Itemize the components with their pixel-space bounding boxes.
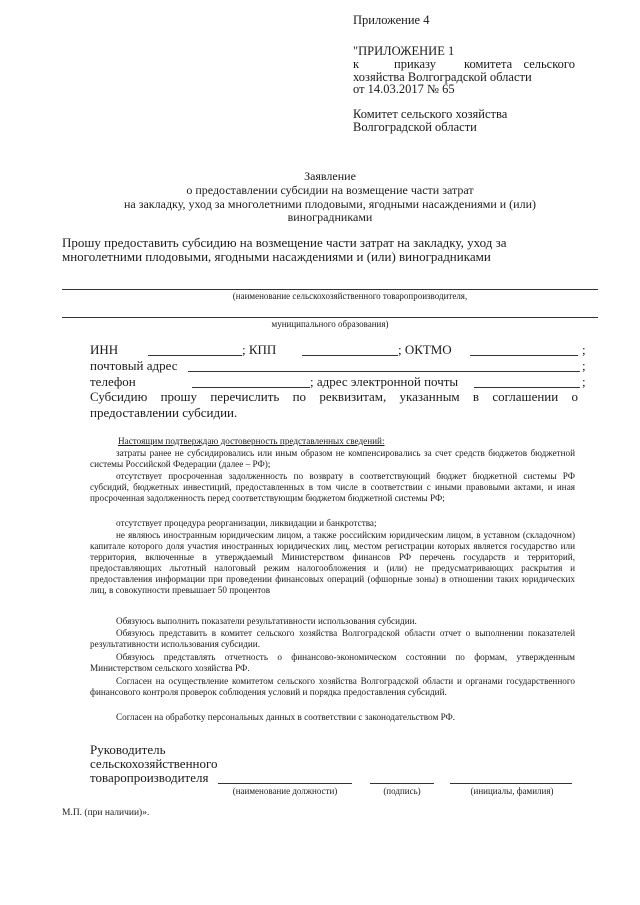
subsidy-line1: Субсидию прошу перечислить по реквизитам, указанным в соглашении о: [90, 389, 578, 404]
statement-8: Согласен на осуществление комитетом сельского хозяйства Волгоградской области и органами государственного финансового контроля проверок соблюдения условий и порядка предоставления субсидий.: [90, 676, 575, 697]
head-line1: Руководитель: [90, 742, 166, 757]
postal-field[interactable]: [188, 370, 580, 372]
oktmo-end: ;: [582, 342, 586, 357]
position-caption: (наименование должности): [232, 786, 338, 796]
email-field[interactable]: [474, 386, 580, 388]
postal-end: ;: [582, 358, 586, 373]
order-line2: хозяйства Волгоградской области: [353, 70, 532, 84]
name-line[interactable]: [62, 288, 598, 290]
statement-1: затраты ранее не субсидировались или иным образом не компенсировались за счет средств бюджетов бюджетной системы Российской Федерации (далее – РФ);: [90, 448, 575, 469]
statement-2: отсутствует просроченная задолженность по возврату в соответствующий бюджет бюджетной системы РФ субсидий, бюджетных инвестиций, предоставленных в том числе в соответствии с иными правовыми актами, и иная просроченная задолженность перед соответствующим бюджетом бюджетной системы РФ;: [90, 471, 575, 503]
head-line3: товаропроизводителя: [90, 770, 209, 785]
name-field[interactable]: [450, 782, 572, 784]
email-label: ; адрес электронной почты: [310, 374, 459, 389]
oktmo-field[interactable]: [470, 354, 578, 356]
doc-title-line3: на закладку, уход за многолетними плодовыми, ягодными насаждениями и (или): [123, 197, 536, 211]
request-line2: многолетними плодовыми, ягодными насаждениями и (или) виноградниками: [62, 249, 491, 264]
statement-6: Обязуюсь представить в комитет сельского хозяйства Волгоградской области отчет о выполнении показателей результативности использования субсидии.: [90, 628, 575, 649]
statement-9: Согласен на обработку персональных данных в соответствии с законодательством РФ.: [116, 712, 456, 722]
statement-5: Обязуюсь выполнить показатели результативности использования субсидии.: [116, 616, 417, 626]
kpp-label: ; КПП: [242, 342, 277, 357]
phone-label: телефон: [90, 374, 136, 389]
name-caption: (наименование сельскохозяйственного товаропроизводителя,: [232, 291, 468, 301]
subsidy-line2: предоставлении субсидии.: [90, 405, 238, 420]
kpp-field[interactable]: [302, 354, 398, 356]
signature-field[interactable]: [370, 782, 434, 784]
appendix-label: Приложение 4: [353, 13, 430, 27]
email-end: ;: [582, 374, 586, 389]
position-field[interactable]: [218, 782, 352, 784]
statement-3: отсутствует процедура реорганизации, ликвидации и банкротства;: [116, 518, 377, 528]
statement-7: Обязуюсь представлять отчетность о финансово-экономическом состоянии по формам, утвержденным Министерством сельского хозяйства РФ.: [90, 652, 575, 673]
inn-label: ИНН: [90, 342, 119, 357]
order-komiteta: комитета: [464, 57, 513, 71]
inn-field[interactable]: [148, 354, 242, 356]
appendix1-label: "ПРИЛОЖЕНИЕ 1: [353, 44, 455, 58]
doc-title-line2: о предоставлении субсидии на возмещение части затрат: [186, 183, 474, 197]
request-line1: Прошу предоставить субсидию на возмещение части затрат на закладку, уход за: [62, 235, 507, 250]
order-k: к: [353, 57, 360, 71]
municipality-caption: муниципального образования): [271, 319, 389, 329]
order-selskogo: сельского: [523, 57, 575, 71]
committee-line1: Комитет сельского хозяйства: [353, 107, 508, 121]
order-date: от 14.03.2017 № 65: [353, 82, 455, 96]
order-prikazu: приказу: [394, 57, 436, 71]
committee-line2: Волгоградской области: [353, 120, 477, 134]
head-line2: сельскохозяйственного: [90, 756, 218, 771]
doc-title: Заявление: [304, 169, 356, 183]
initials-caption: (инициалы, фамилия): [470, 786, 554, 796]
postal-label: почтовый адрес: [90, 358, 178, 373]
doc-title-line4: виноградниками: [287, 210, 373, 224]
confirm-statement: Настоящим подтверждаю достоверность представленных сведений:: [118, 436, 385, 446]
signature-caption: (подпись): [383, 786, 421, 796]
stamp-note: М.П. (при наличии)».: [62, 808, 150, 818]
oktmo-label: ; ОКТМО: [398, 342, 452, 357]
municipality-line[interactable]: [62, 316, 598, 318]
phone-field[interactable]: [192, 386, 310, 388]
statement-4: не являюсь иностранным юридическим лицом, а также российским юридическим лицом, в уставном (складочном) капитале которого доля участия иностранных юридических лиц, местом регистрации которых является государство или территория, включенные в утверждаемый Министерством финансов РФ перечень государств и территорий, предоставляющих льготный налоговый режим налогообложения и (или) не предусматривающих раскрытия и предоставления информации при проведении финансовых операций (офшорные зоны) в отношении таких юридических лиц, в совокупности превышает 50 процентов: [90, 530, 575, 595]
